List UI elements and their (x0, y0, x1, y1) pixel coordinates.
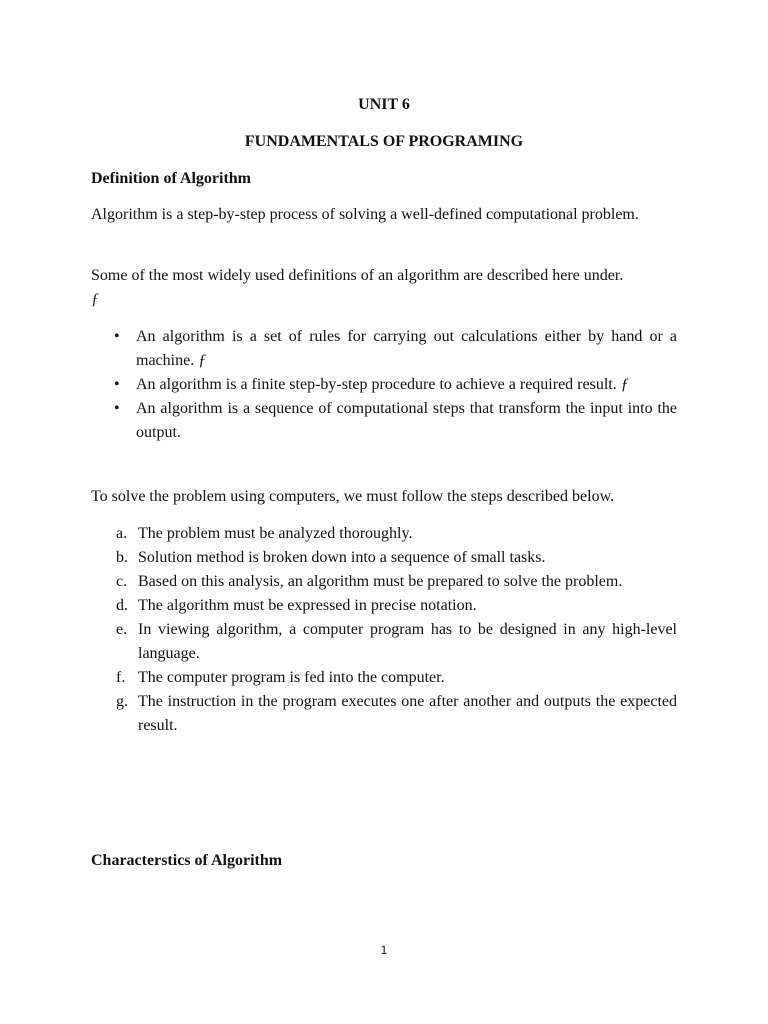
step-letter: c. (116, 573, 128, 590)
step-letter: d. (116, 597, 128, 614)
bullet-item (91, 397, 677, 445)
step-item (91, 594, 677, 618)
definition-paragraph: Algorithm is a step-by-step process of solving a well-defined computational problem. (91, 206, 639, 223)
step-item (91, 666, 677, 690)
step-text: The problem must be analyzed thoroughly. (138, 525, 413, 542)
step-text: The instruction in the program executes one after another and outputs the expected result. (138, 693, 677, 734)
step-letter: f. (116, 669, 126, 686)
characteristics-heading: Characterstics of Algorithm (91, 852, 283, 869)
step-item (91, 618, 677, 666)
step-letter: b. (116, 549, 128, 566)
bullet-icon: • (114, 376, 120, 393)
definitions-bullet-list (91, 325, 677, 445)
bullet-icon: • (114, 328, 120, 345)
step-letter: g. (116, 693, 128, 710)
definition-heading: Definition of Algorithm (91, 170, 251, 187)
step-letter: e. (116, 621, 128, 638)
definitions-intro-paragraph (91, 264, 677, 312)
bullet-text: An algorithm is a sequence of computational steps that transform the input into the output. (136, 400, 677, 441)
step-item (91, 570, 677, 594)
bullet-icon: • (114, 400, 120, 417)
definitions-intro-symbol: ƒ (91, 291, 99, 308)
unit-title: UNIT 6 (358, 96, 410, 113)
step-text: The computer program is fed into the computer. (138, 669, 445, 686)
step-text: The algorithm must be expressed in precise notation. (138, 597, 477, 614)
step-text: Solution method is broken down into a sequence of small tasks. (138, 549, 546, 566)
bullet-symbol: ƒ (620, 376, 629, 393)
step-item (91, 690, 677, 738)
step-text: Based on this analysis, an algorithm must be prepared to solve the problem. (138, 573, 623, 590)
bullet-text: An algorithm is a finite step-by-step procedure to achieve a required result. (136, 376, 617, 393)
bullet-item (91, 373, 677, 397)
steps-intro-paragraph: To solve the problem using computers, we must follow the steps described below. (91, 488, 615, 505)
step-letter: a. (116, 525, 128, 542)
step-item (91, 522, 677, 546)
bullet-symbol: ƒ (198, 352, 207, 369)
steps-list (91, 522, 677, 738)
step-text: In viewing algorithm, a computer program has to be designed in any high-level language. (138, 621, 677, 662)
bullet-item (91, 325, 677, 373)
page-number: 1 (380, 943, 388, 957)
bullet-text: An algorithm is a set of rules for carrying out calculations either by hand or a machine. (136, 328, 677, 369)
definitions-intro-text: Some of the most widely used definitions of an algorithm are described here under. (91, 267, 624, 284)
chapter-title: FUNDAMENTALS OF PROGRAMING (244, 133, 524, 150)
step-item (91, 546, 677, 570)
